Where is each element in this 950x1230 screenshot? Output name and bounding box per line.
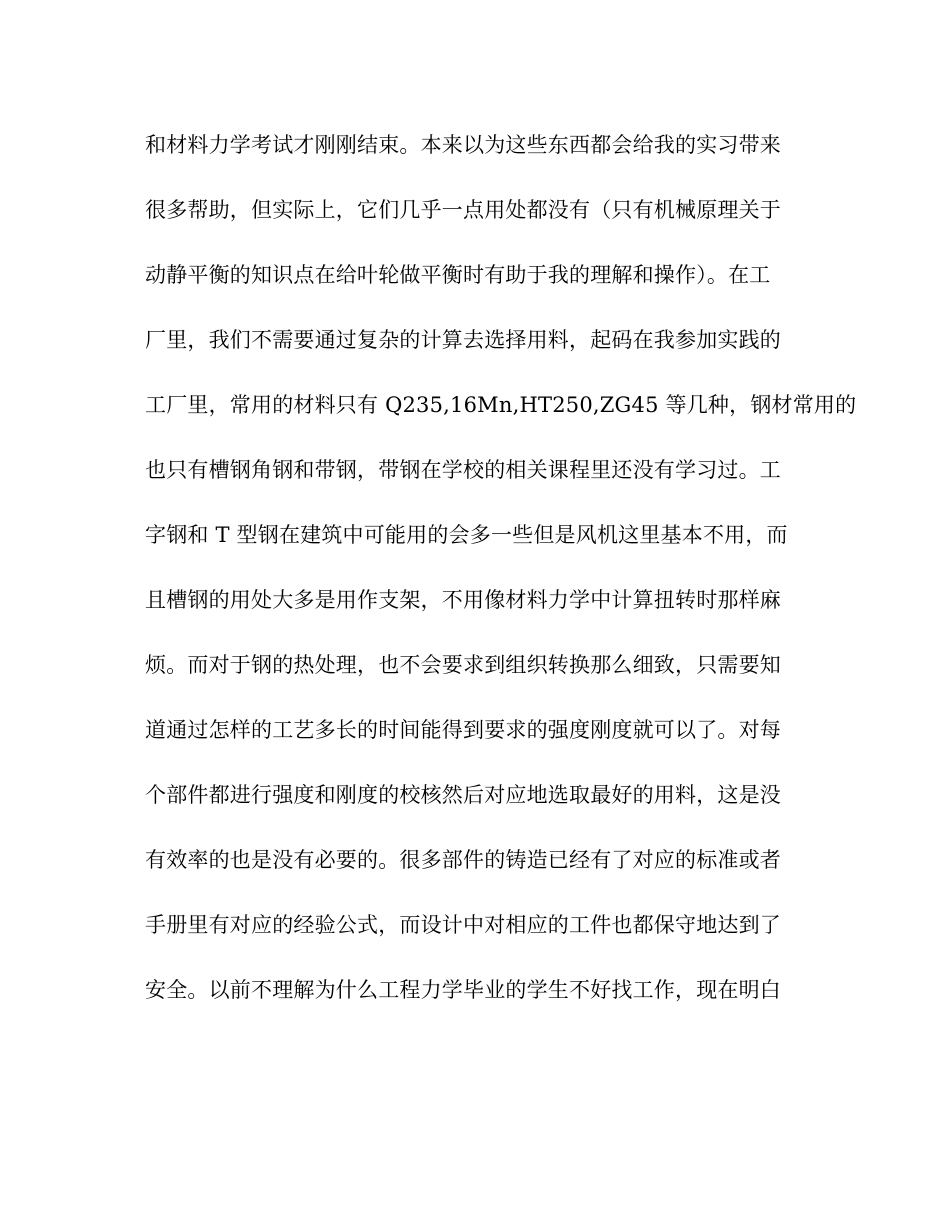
- text-line-10: 道通过怎样的工艺多长的时间能得到要求的强度刚度就可以了。对每: [145, 718, 781, 742]
- text-line-6: 也只有槽钢角钢和带钢，带钢在学校的相关课程里还没有学习过。工: [145, 458, 781, 482]
- text-line-14: 安全。以前不理解为什么工程力学毕业的学生不好找工作，现在明白: [145, 978, 781, 1002]
- text-line-1: 和材料力学考试才刚刚结束。本来以为这些东西都会给我的实习带来: [145, 133, 781, 157]
- text-line-11: 个部件都进行强度和刚度的校核然后对应地选取最好的用料，这是没: [145, 783, 781, 807]
- text-line-5: 工厂里，常用的材料只有 Q235,16Mn,HT250,ZG45 等几种，钢材常用的: [145, 393, 857, 417]
- text-line-3: 动静平衡的知识点在给叶轮做平衡时有助于我的理解和操作）。在工: [145, 263, 771, 287]
- text-line-12: 有效率的也是没有必要的。很多部件的铸造已经有了对应的标准或者: [145, 848, 781, 872]
- text-line-8: 且槽钢的用处大多是用作支架，不用像材料力学中计算扭转时那样麻: [145, 588, 781, 612]
- text-line-13: 手册里有对应的经验公式，而设计中对相应的工件也都保守地达到了: [145, 913, 781, 937]
- text-line-4: 厂里，我们不需要通过复杂的计算去选择用料，起码在我参加实践的: [145, 328, 781, 352]
- text-line-2: 很多帮助，但实际上，它们几乎一点用处都没有（只有机械原理关于: [145, 198, 781, 222]
- text-line-9: 烦。而对于钢的热处理，也不会要求到组织转换那么细致，只需要知: [145, 653, 781, 677]
- text-line-7: 字钢和 T 型钢在建筑中可能用的会多一些但是风机这里基本不用，而: [145, 523, 788, 547]
- body-text: [145, 124, 857, 1034]
